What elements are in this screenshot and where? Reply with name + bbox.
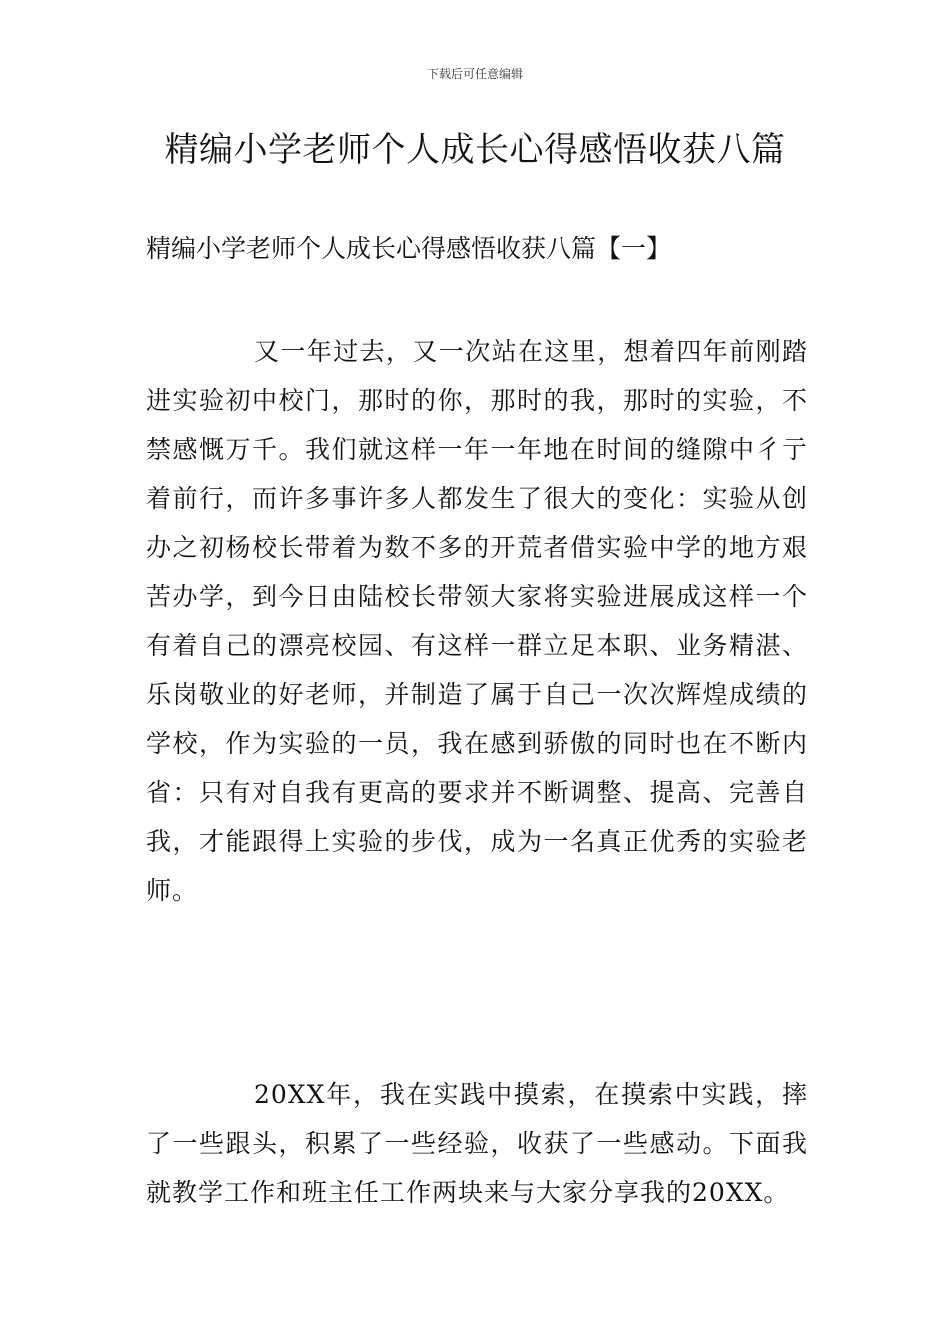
document-title: 精编小学老师个人成长心得感悟收获八篇 (164, 130, 786, 170)
body-paragraph: 20XX年，我在实践中摸索，在摸索中实践，摔了一些跟头，积累了一些经验，收获了一些感动。下面我就教学工作和班主任工作两块来与大家分享我的20XX。 (146, 1080, 808, 1207)
section-heading: 精编小学老师个人成长心得感悟收获八篇【一】 (146, 234, 672, 263)
header-note: 下载后可任意编辑 (426, 67, 523, 81)
body-paragraph: 又一年过去，又一次站在这里，想着四年前刚踏进实验初中校门，那时的你，那时的我，那时的实验，不禁感慨万千。我们就这样一年一年地在时间的缝隙中彳亍着前行，而许多事许多人都发生了很大的变化：实验从创办之初杨校长带着为数不多的开荒者借实验中学的地方艰苦办学，到今日由陆校长带领大家将实验进展成这样一个有着自己的漂亮校园、有这样一群立足本职、业务精湛、乐岗敬业的好老师，并制造了属于自己一次次辉煌成绩的学校，作为实验的一员，我在感到骄傲的同时也在不断内省：只有对自我有更高的要求并不断调整、提高、完善自我，才能跟得上实验的步伐，成为一名真正优秀的实验老师。 (146, 337, 808, 905)
